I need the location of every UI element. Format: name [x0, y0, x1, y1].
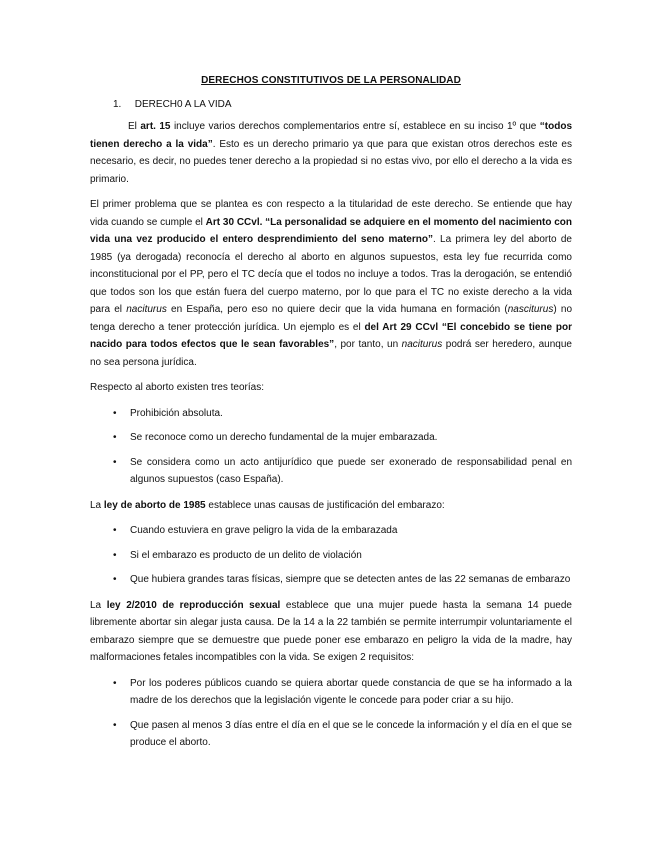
bullet-icon: • — [113, 456, 117, 468]
justification-list — [90, 522, 572, 589]
text-run: ley de aborto de 1985 — [103, 499, 206, 511]
text-run: “todos tienen derecho a la vida” — [90, 121, 573, 150]
theories-list — [90, 405, 572, 489]
list-item — [90, 547, 572, 565]
paragraph-2 — [90, 196, 572, 371]
list-item — [90, 454, 572, 489]
list-item-text: Cuando estuviera en grave peligro la vida de la embarazada — [130, 525, 398, 536]
section-heading-text: DERECH0 A LA VIDA — [134, 99, 232, 110]
text-run: Art 30 CCvl. — [205, 216, 263, 228]
bullet-icon: • — [113, 549, 117, 561]
bullet-icon: • — [113, 574, 117, 585]
text-run: art. 15 — [140, 121, 171, 132]
bullet-icon: • — [113, 719, 117, 731]
text-run: incluye varios derechos complementarios entre sí, establece en su inciso 1º que — [170, 121, 540, 132]
bullet-icon: • — [113, 525, 117, 536]
document-title: DERECHOS CONSTITUTIVOS DE LA PERSONALIDAD — [201, 75, 461, 86]
text-run: La — [90, 599, 107, 611]
list-item — [90, 405, 572, 423]
list-item-text: Por los poderes públicos cuando se quiera abortar quede constancia de que se ha informado a la madre de los derechos que la legislación vigente le concede para poder criar a su hijo. — [130, 677, 572, 706]
requirements-list — [90, 675, 572, 752]
text-run: . Esto es un derecho primario ya que para que existan otros derechos este es necesario, es decir, no puedes tener derecho a la propiedad si no estas vivo, por ello el derecho a la vida es primario. — [90, 138, 572, 185]
list-item-text: Prohibición absoluta. — [130, 407, 223, 419]
list-item — [90, 522, 572, 540]
text-run: en España, pero eso no quiere decir que la vida humana en formación ( — [166, 304, 508, 315]
list-item — [90, 429, 572, 447]
bullet-icon: • — [113, 677, 117, 689]
text-run: El — [128, 121, 141, 132]
list-item-text: Se considera como un acto antijurídico que puede ser exonerado de responsabilidad penal en algunos supuestos (caso España). — [130, 456, 572, 485]
text-run: establece que una mujer puede hasta la semana 14 puede libremente abortar sin alegar justa causa. De la 14 a la 22 también se permite interrumpir voluntariamente el embarazo siempre que se demuestre que puede poner ese embarazo en peligro la vida de la madre, hay malformaciones fetales incompatibles con la vida. Se exigen 2 requisitos: — [90, 599, 572, 663]
list-item-text: Que hubiera grandes taras físicas, siempre que se detecten antes de las 22 semanas de embarazo — [130, 574, 571, 585]
text-run: “La personalidad se adquiere en el momento del nacimiento con vida una vez producido el entero desprendimiento del seno materno” — [90, 216, 572, 245]
text-run: ley 2/2010 de reproducción sexual — [106, 599, 281, 611]
paragraph-4 — [90, 497, 572, 515]
text-run: nasciturus — [507, 304, 554, 315]
text-run: , por tanto, un — [334, 339, 402, 350]
list-item — [90, 675, 572, 710]
text-run: La — [90, 499, 104, 511]
text-run: naciturus — [401, 339, 443, 350]
paragraph-1 — [90, 118, 572, 188]
paragraph-3: Respecto al aborto existen tres teorías: — [90, 382, 264, 393]
list-item-text: Si el embarazo es producto de un delito de violación — [130, 549, 362, 561]
text-run: naciturus — [126, 304, 167, 315]
text-run: . La primera ley del aborto de 1985 (ya derogada) reconocía el derecho al aborto en algunos supuestos, esta ley fue recurrida como inconstitucional por el PP, pero el TC decía que el todos no incluye a todos. Tras la derogación, se entendió que todos son los que están fuera del cuerpo materno, por lo que para el TC no existe derecho a la vida para el — [90, 234, 572, 315]
text-run: del Art 29 CCvl — [364, 321, 439, 333]
bullet-icon: • — [113, 432, 117, 443]
text-run: ) no tenga derecho a tener protección jurídica. Un ejemplo es el — [90, 304, 572, 333]
text-run: establece unas causas de justificación del embarazo: — [205, 499, 445, 511]
list-item-text: Que pasen al menos 3 días entre el día en el que se le concede la información y el día en el que se produce el aborto. — [130, 719, 572, 748]
section-heading — [113, 99, 572, 110]
paragraph-5 — [90, 597, 572, 667]
list-item-text: Se reconoce como un derecho fundamental de la mujer embarazada. — [130, 432, 438, 443]
list-item — [90, 571, 572, 589]
list-item — [90, 717, 572, 752]
text-run: podrá ser heredero, aunque no sea persona jurídica. — [90, 339, 572, 368]
section-number: 1. — [113, 99, 122, 110]
bullet-icon: • — [113, 407, 117, 419]
text-run: El primer problema que se plantea es con respecto a la titularidad de este derecho. Se entiende que hay vida cuando se cumple el — [90, 199, 572, 228]
text-run: “El concebido se tiene por nacido para todos efectos que le sean favorables” — [90, 321, 572, 350]
